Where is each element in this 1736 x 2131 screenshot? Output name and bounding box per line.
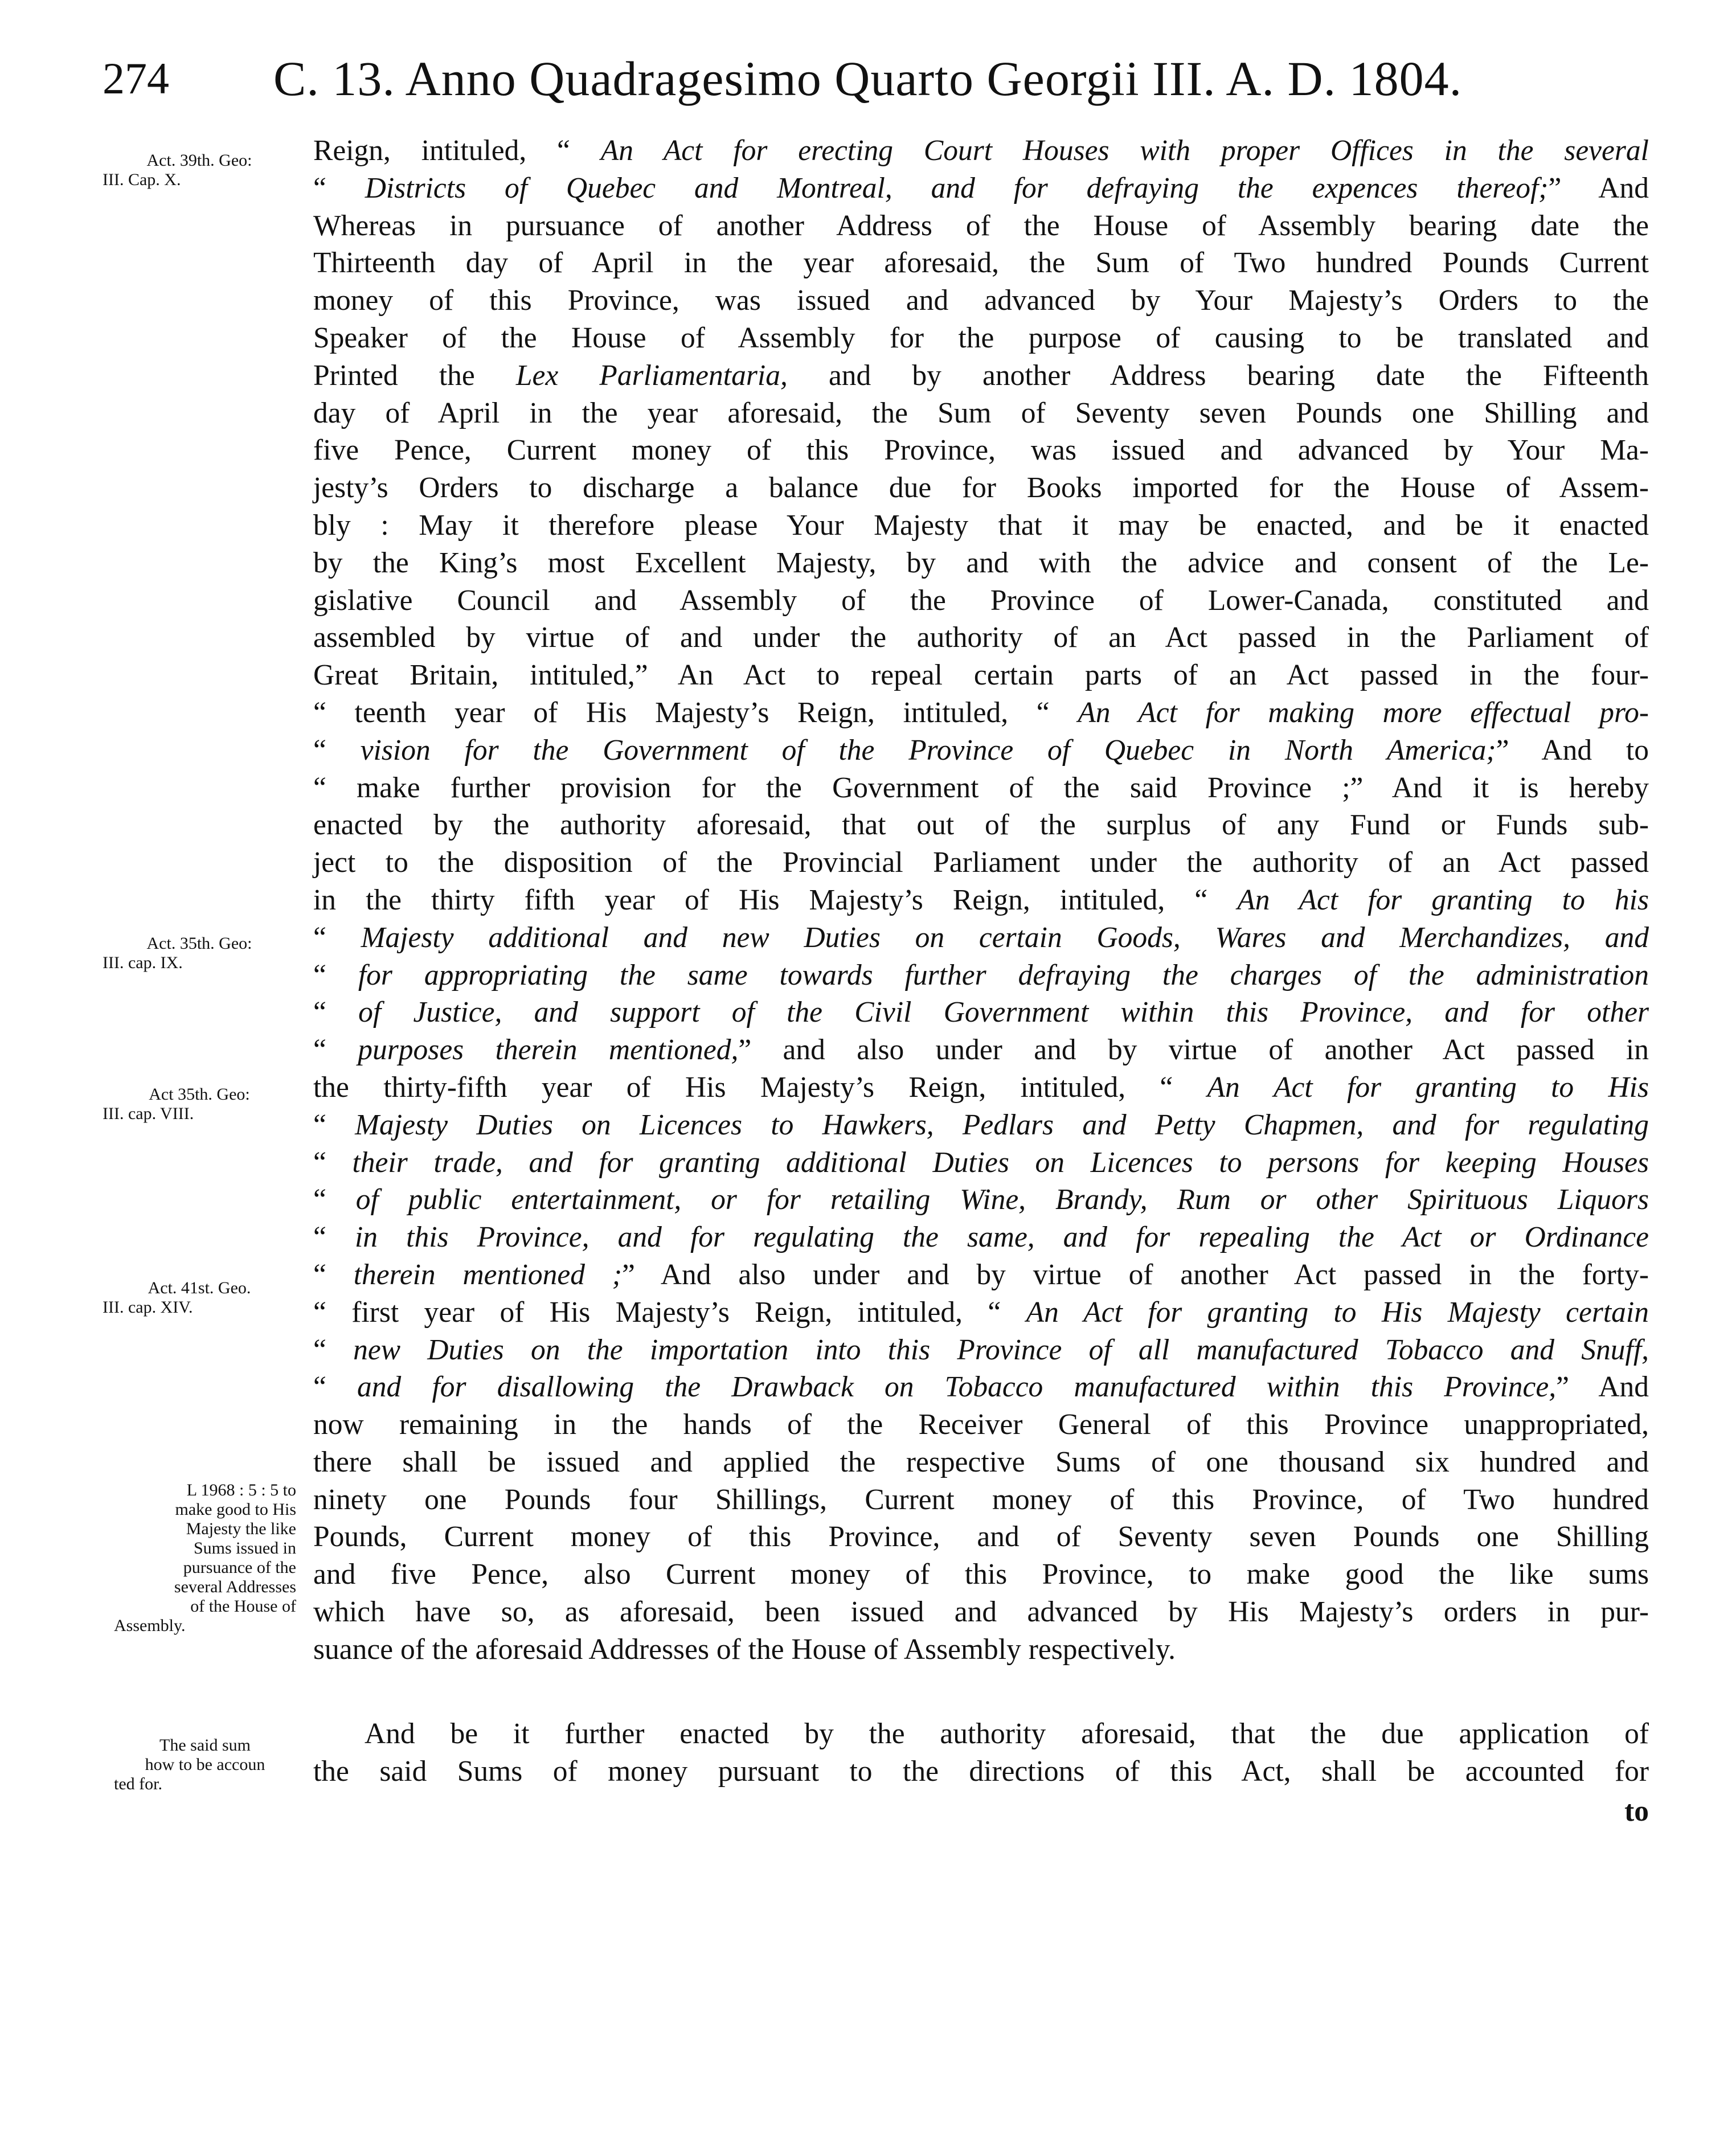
body-paragraph (313, 132, 1649, 1669)
running-head: C. 13. Anno Quadragesimo Quarto Georgii III. A. D. 1804. (273, 51, 1463, 106)
margin-note: Act 35th. Geo: III. cap. VIII. (103, 1085, 250, 1123)
text-line: Reign, intituled, “ An Act for erecting Court Houses with proper Offices in the several (313, 134, 1649, 167)
margin-note: The said sum how to be accoun ted for. (114, 1736, 265, 1793)
text-line: “ of Justice, and support of the Civil Government within this Province, and for other (313, 996, 1649, 1029)
text-line: suance of the aforesaid Addresses of the House of Assembly respectively. (313, 1633, 1176, 1666)
margin-note: Act. 39th. Geo: III. Cap. X. (103, 151, 252, 189)
text-line: And be it further enacted by the authority aforesaid, that the due application of (365, 1718, 1649, 1750)
text-line: “ vision for the Government of the Province of Quebec in North America;” And to (313, 733, 1649, 767)
text-line: “ their trade, and for granting additional Duties on Licences to persons for keeping Houses (313, 1146, 1649, 1179)
text-line: assembled by virtue of and under the authority of an Act passed in the Parliament of (313, 621, 1649, 654)
text-line: Speaker of the House of Assembly for the purpose of causing to be translated and (313, 321, 1649, 354)
text-line: the thirty-fifth year of His Majesty’s Reign, intituled, “ An Act for granting to His (313, 1071, 1649, 1104)
text-line: Great Britain, intituled,” An Act to repeal certain parts of an Act passed in the four- (313, 659, 1649, 692)
text-line: and five Pence, also Current money of this Province, to make good the like sums (313, 1558, 1649, 1591)
text-line: “ Majesty additional and new Duties on certain Goods, Wares and Merchandizes, and (313, 921, 1649, 954)
text-line: “ purposes therein mentioned,” and also under and by virtue of another Act passed in (313, 1034, 1649, 1067)
text-line: day of April in the year aforesaid, the Sum of Seventy seven Pounds one Shilling and (313, 396, 1649, 429)
text-line: “ and for disallowing the Drawback on Tobacco manufactured within this Province,” And (313, 1371, 1649, 1404)
text-line: in the thirty fifth year of His Majesty’s Reign, intituled, “ An Act for granting to his (313, 883, 1649, 916)
text-line: “ of public entertainment, or for retailing Wine, Brandy, Rum or other Spirituous Liquors (313, 1183, 1649, 1216)
page-header (103, 44, 1652, 118)
text-line: which have so, as aforesaid, been issued and advanced by His Majesty’s orders in pur- (313, 1596, 1649, 1629)
text-line: five Pence, Current money of this Province, was issued and advanced by Your Ma- (313, 434, 1649, 467)
text-line: “ Districts of Quebec and Montreal, and for defraying the expences thereof;” And (313, 171, 1649, 204)
text-line: enacted by the authority aforesaid, that out of the surplus of any Fund or Funds sub- (313, 809, 1649, 842)
text-line: Printed the Lex Parliamentaria, and by another Address bearing date the Fifteenth (313, 359, 1649, 392)
catchword: to (1624, 1795, 1649, 1827)
text-line: “ new Duties on the importation into this Province of all manufactured Tobacco and Snuff, (313, 1333, 1649, 1366)
text-line: Whereas in pursuance of another Address of the House of Assembly bearing date the (313, 209, 1649, 242)
margin-note: Act. 41st. Geo. III. cap. XIV. (103, 1278, 251, 1317)
text-line: “ teenth year of His Majesty’s Reign, intituled, “ An Act for making more effectual pro- (313, 696, 1649, 729)
text-line: “ Majesty Duties on Licences to Hawkers, Pedlars and Petty Chapmen, and for regulating (313, 1108, 1649, 1141)
text-line: the said Sums of money pursuant to the directions of this Act, shall be accounted for (313, 1755, 1649, 1788)
body-paragraph (313, 1715, 1649, 1790)
margin-note: Act. 35th. Geo: III. cap. IX. (103, 934, 252, 972)
text-line: “ therein mentioned ;” And also under and by virtue of another Act passed in the forty- (313, 1258, 1649, 1291)
text-line: gislative Council and Assembly of the Province of Lower-Canada, constituted and (313, 584, 1649, 617)
text-line: bly : May it therefore please Your Majesty that it may be enacted, and be it enacted (313, 509, 1649, 542)
text-line: there shall be issued and applied the respective Sums of one thousand six hundred and (313, 1445, 1649, 1478)
text-line: Thirteenth day of April in the year aforesaid, the Sum of Two hundred Pounds Current (313, 247, 1649, 280)
margin-note: L 1968 : 5 : 5 to make good to His Majesty the like Sums issued in pursuance of the several Addresses of the House of Assembly. (114, 1481, 296, 1635)
text-line: “ in this Province, and for regulating the same, and for repealing the Act or Ordinance (313, 1221, 1649, 1254)
text-line: money of this Province, was issued and advanced by Your Majesty’s Orders to the (313, 284, 1649, 317)
text-line: by the King’s most Excellent Majesty, by and with the advice and consent of the Le- (313, 546, 1649, 579)
page-number: 274 (103, 54, 169, 103)
text-line: ninety one Pounds four Shillings, Current money of this Province, of Two hundred (313, 1483, 1649, 1516)
text-line: now remaining in the hands of the Receiver General of this Province unappropriated, (313, 1408, 1649, 1441)
text-line: “ first year of His Majesty’s Reign, intituled, “ An Act for granting to His Majesty certain (313, 1296, 1649, 1329)
text-line: jesty’s Orders to discharge a balance due for Books imported for the House of Assem- (313, 472, 1649, 505)
text-line: ject to the disposition of the Provincial Parliament under the authority of an Act passed (313, 846, 1649, 879)
text-line: “ make further provision for the Government of the said Province ;” And it is hereby (313, 771, 1649, 804)
text-line: Pounds, Current money of this Province, and of Seventy seven Pounds one Shilling (313, 1521, 1649, 1554)
text-line: “ for appropriating the same towards further defraying the charges of the administration (313, 958, 1649, 991)
